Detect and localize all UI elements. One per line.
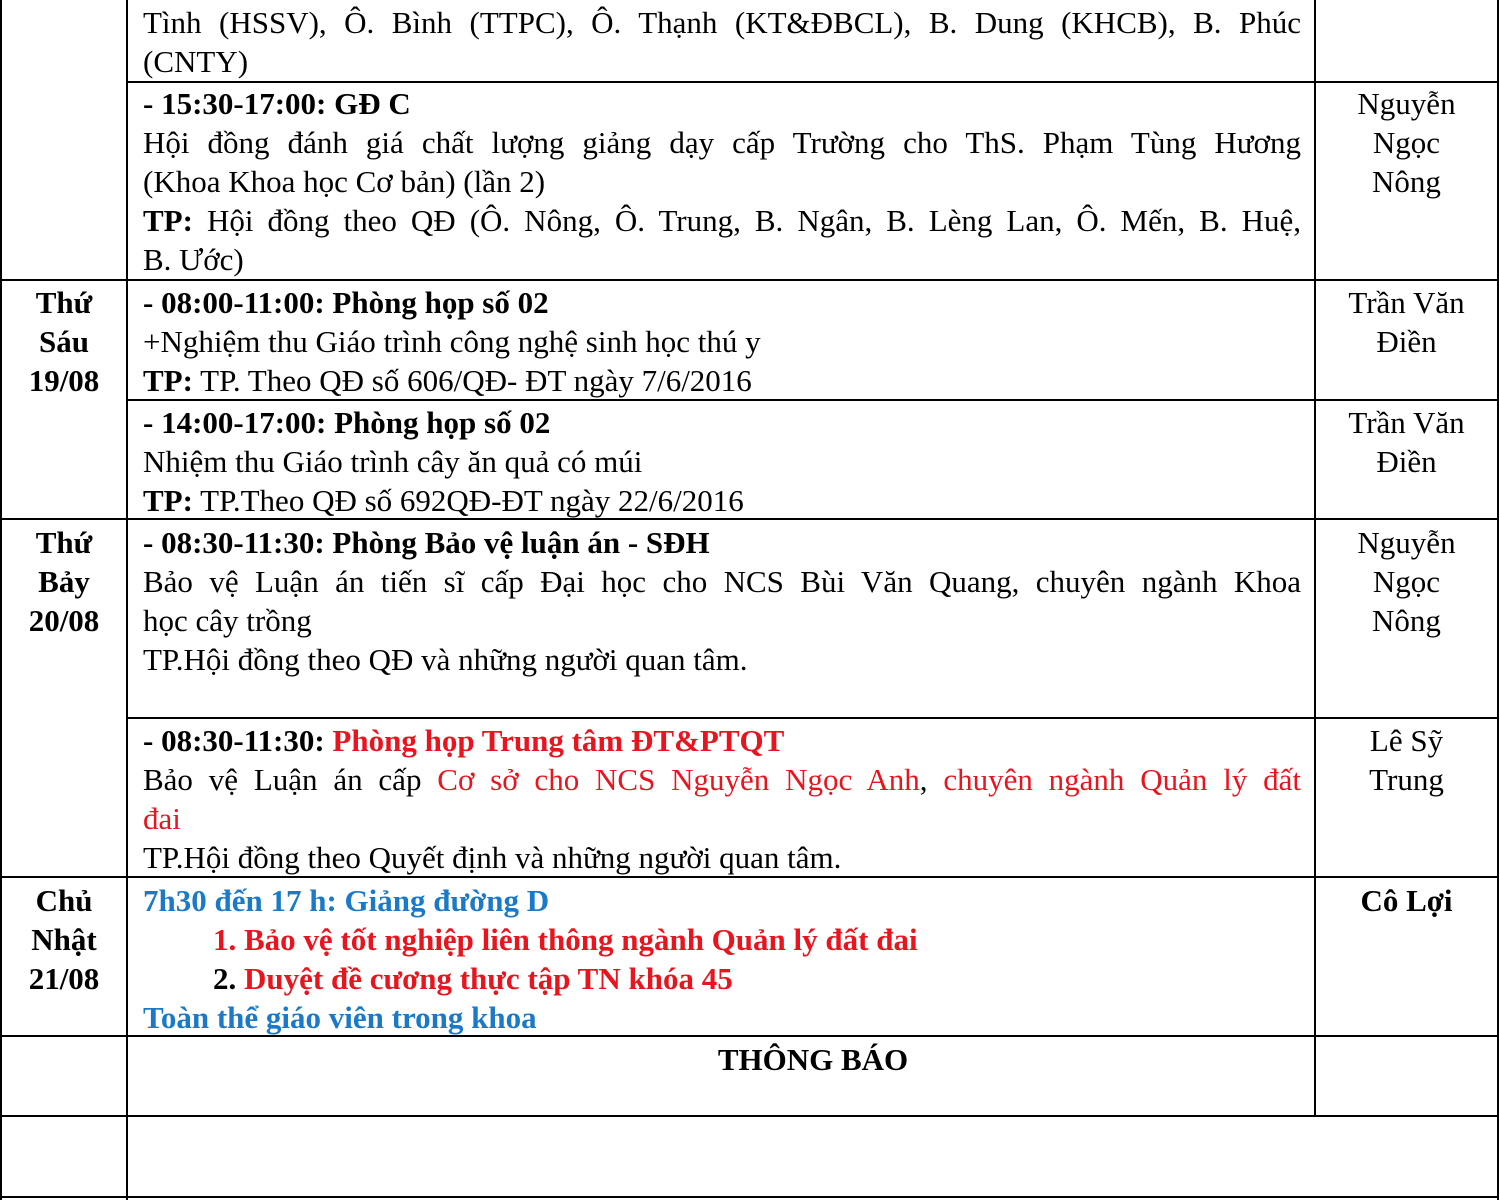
day-label: Thứ [35, 285, 93, 320]
attendee-line: (CNTY) [143, 44, 249, 79]
tp-label: TP: [143, 203, 193, 238]
host-name: Cô Lợi [1360, 883, 1453, 918]
session-friday-afternoon [143, 403, 1301, 520]
day-label: Sáu [39, 324, 89, 359]
host-name: Nguyễn [1357, 525, 1456, 560]
day-label: Thứ [35, 525, 93, 560]
host-cell [1316, 403, 1497, 481]
host-name: Trần Văn [1348, 285, 1465, 320]
day-label: Chủ [35, 883, 93, 918]
session-time: - 08:00-11:00: Phòng họp số 02 [143, 285, 549, 320]
tp-text: TP. Theo QĐ số 606/QĐ- ĐT ngày 7/6/2016 [192, 363, 752, 398]
host-cell [1316, 881, 1497, 920]
session-time: - 08:30-11:30: [143, 723, 333, 758]
host-name: Ngọc [1372, 125, 1441, 160]
session-friday-morning [143, 283, 1301, 400]
session-description: Nhiệm thu Giáo trình cây ăn quả có múi [143, 444, 643, 479]
session-time: - 15:30-17:00: GĐ C [143, 86, 411, 121]
session-time: - 14:00-17:00: Phòng họp số 02 [143, 405, 551, 440]
session-time: 7h30 đến 17 h: Giảng đường D [143, 883, 550, 918]
host-cell [1316, 84, 1497, 201]
session-description: Hội đồng đánh giá chất lượng giảng dạy cấp Trường cho ThS. Phạm Tùng Hương [143, 125, 1301, 160]
host-cell [1316, 283, 1497, 361]
session-description: Bảo vệ Luận án tiến sĩ cấp Đại học cho NCS Bùi Văn Quang, chuyên ngành Khoa [143, 564, 1301, 599]
tp-label: TP: [143, 363, 193, 398]
day-date: 20/08 [28, 603, 100, 638]
host-name: Điền [1376, 444, 1437, 479]
tp-text: TP.Theo QĐ số 692QĐ-ĐT ngày 22/6/2016 [192, 483, 744, 518]
day-sunday [2, 881, 126, 998]
session-description: Bảo vệ Luận án cấp [143, 762, 438, 797]
session-participants-cont: B. Ước) [143, 242, 244, 277]
day-label: Nhật [31, 922, 97, 957]
session-description: , [919, 762, 944, 797]
session-description-highlight: đai [143, 801, 181, 836]
session-location: Phòng họp Trung tâm ĐT&PTQT [332, 723, 785, 758]
session-participants: TP.Hội đồng theo QĐ và những người quan tâm. [143, 642, 748, 677]
host-name: Nông [1372, 603, 1441, 638]
session-description: (Khoa Khoa học Cơ bản) (lần 2) [143, 164, 546, 199]
notice-title: THÔNG BÁO [717, 1042, 909, 1077]
day-date: 19/08 [28, 363, 100, 398]
session-description: học cây trồng [143, 603, 312, 638]
host-name: Nông [1372, 164, 1441, 199]
day-friday [2, 283, 126, 400]
host-name: Lê Sỹ [1369, 723, 1444, 758]
host-name: Điền [1376, 324, 1437, 359]
session-participants [143, 201, 1301, 240]
agenda-item-number: 2. [213, 961, 244, 996]
session-description-highlight: chuyên ngành Quản lý đất [943, 762, 1302, 797]
host-name: Ngọc [1372, 564, 1441, 599]
host-name: Trần Văn [1348, 405, 1465, 440]
session-saturday-center [143, 721, 1301, 877]
attendee-line: Tình (HSSV), Ô. Bình (TTPC), Ô. Thạnh (KT&ĐBCL), B. Dung (KHCB), B. Phúc [143, 5, 1301, 40]
agenda-item: Duyệt đề cương thực tập TN khóa 45 [244, 961, 733, 996]
session-saturday-thesis-defense [143, 523, 1301, 679]
session-participants: Toàn thể giáo viên trong khoa [143, 1000, 537, 1035]
session-sunday [143, 881, 1301, 1037]
host-cell [1316, 523, 1497, 640]
day-date: 21/08 [28, 961, 100, 996]
session-participants: TP.Hội đồng theo Quyết định và những người quan tâm. [143, 840, 842, 875]
host-name: Nguyễn [1357, 86, 1456, 121]
session-time: - 08:30-11:30: Phòng Bảo vệ luận án - SĐH [143, 525, 710, 560]
host-name: Trung [1369, 762, 1444, 797]
day-saturday [2, 523, 126, 640]
agenda-item: 1. Bảo vệ tốt nghiệp liên thông ngành Quản lý đất đai [213, 922, 918, 957]
session-description: +Nghiệm thu Giáo trình công nghệ sinh học thú y [143, 324, 761, 359]
tp-text: Hội đồng theo QĐ (Ô. Nông, Ô. Trung, B. Ngân, B. Lèng Lan, Ô. Mến, B. Huệ, [192, 203, 1301, 238]
row-continuation-content [143, 3, 1301, 81]
day-label: Bảy [38, 564, 90, 599]
host-cell [1316, 721, 1497, 799]
session-description-highlight: Cơ sở cho NCS Nguyễn Ngọc Anh [437, 762, 920, 797]
tp-label: TP: [143, 483, 193, 518]
session-gd-c [143, 84, 1301, 279]
